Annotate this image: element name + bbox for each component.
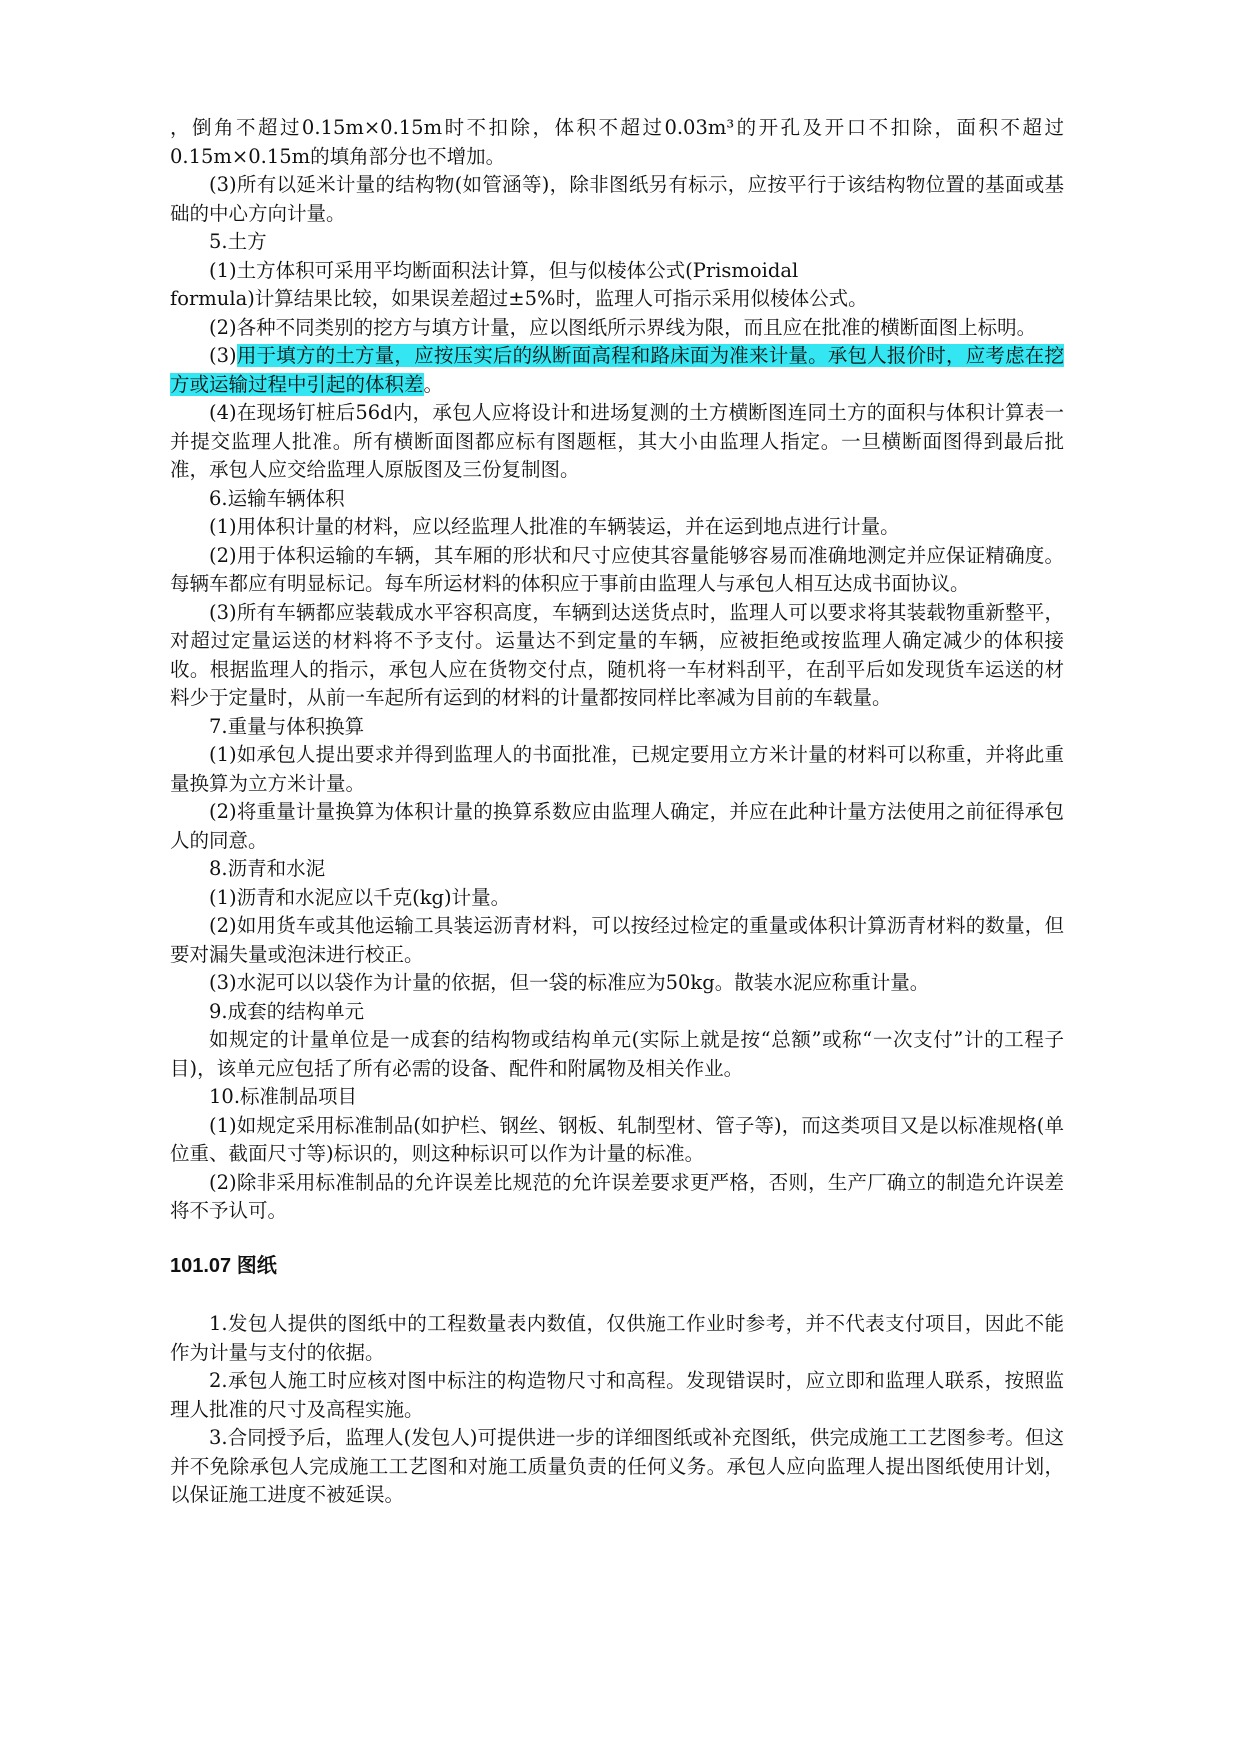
highlight-prefix: (3): [209, 344, 237, 367]
paragraph: (3)所有以延米计量的结构物(如管涵等)，除非图纸另有标示，应按平行于该结构物位置的基面或基础的中心方向计量。: [170, 173, 1064, 225]
paragraph: formula)计算结果比较，如果误差超过±5%时，监理人可指示采用似棱体公式。: [170, 287, 868, 310]
highlight-suffix: 。: [423, 372, 444, 396]
highlighted-paragraph: [170, 342, 1064, 399]
subsection-heading: 10.标准制品项目: [209, 1085, 358, 1108]
document-page: [170, 114, 1064, 1510]
paragraph: (3)所有车辆都应装载成水平容积高度，车辆到达送货点时，监理人可以要求将其装载物重新整平，对超过定量运送的材料将不予支付。运量达不到定量的车辆，应被拒绝或按监理人确定减少的体积接收。根据监理人的指示，承包人应在货物交付点，随机将一车材料刮平，在刮平后如发现货车运送的材料少于定量时，从前一车起所有运到的材料的计量都按同样比率减为目前的车载量。: [170, 600, 1064, 709]
paragraph: (2)如用货车或其他运输工具装运沥青材料，可以按经过检定的重量或体积计算沥青材料的数量，但要对漏失量或泡沫进行校正。: [170, 914, 1064, 966]
subsection-heading: 6.运输车辆体积: [209, 486, 345, 510]
paragraph: (2)用于体积运输的车辆，其车厢的形状和尺寸应使其容量能够容易而准确地测定并应保证精确度。每辆车都应有明显标记。每车所运材料的体积应于事前由监理人与承包人相互达成书面协议。: [170, 543, 1064, 595]
paragraph: (1)土方体积可采用平均断面积法计算，但与似棱体公式(Prismoidal: [209, 258, 799, 282]
paragraph: (2)各种不同类别的挖方与填方计量，应以图纸所示界线为限，而且应在批准的横断面图上标明。: [209, 315, 1037, 339]
paragraph: 3.合同授予后，监理人(发包人)可提供进一步的详细图纸或补充图纸，供完成施工工艺图参考。但这并不免除承包人完成施工工艺图和对施工质量负责的任何义务。承包人应向监理人提出图纸使用计划，以保证施工进度不被延误。: [170, 1426, 1064, 1506]
section-title: 101.07 图纸: [170, 1254, 277, 1277]
paragraph: 1.发包人提供的图纸中的工程数量表内数值，仅供施工作业时参考，并不代表支付项目，因此不能作为计量与支付的依据。: [170, 1312, 1064, 1364]
paragraph: 如规定的计量单位是一成套的结构物或结构单元(实际上就是按“总额”或称“一次支付”计的工程子目)，该单元应包括了所有必需的设备、配件和附属物及相关作业。: [170, 1028, 1064, 1080]
paragraph: (2)将重量计量换算为体积计量的换算系数应由监理人确定，并应在此种计量方法使用之前征得承包人的同意。: [170, 800, 1064, 852]
paragraph: (1)用体积计量的材料，应以经监理人批准的车辆装运，并在运到地点进行计量。: [209, 515, 900, 538]
paragraph: ，倒角不超过0.15m×0.15m时不扣除，体积不超过0.03m³的开孔及开口不扣除，面积不超过0.15m×0.15m的填角部分也不增加。: [170, 116, 1064, 168]
subsection-heading: 9.成套的结构单元: [209, 999, 365, 1023]
paragraph: (2)除非采用标准制品的允许误差比规范的允许误差要求更严格，否则，生产厂确立的制造允许误差将不予认可。: [170, 1170, 1064, 1222]
paragraph: 2.承包人施工时应核对图中标注的构造物尺寸和高程。发现错误时，应立即和监理人联系，按照监理人批准的尺寸及高程实施。: [170, 1369, 1064, 1421]
paragraph: (1)如规定采用标准制品(如护栏、钢丝、钢板、轧制型材、管子等)，而这类项目又是以标准规格(单位重、截面尺寸等)标识的，则这种标识可以作为计量的标准。: [170, 1113, 1064, 1165]
subsection-heading: 5.土方: [209, 230, 267, 253]
paragraph: (1)如承包人提出要求并得到监理人的书面批准，已规定要用立方米计量的材料可以称重，并将此重量换算为立方米计量。: [170, 743, 1064, 795]
highlighted-text: 用于填方的土方量，应按压实后的纵断面高程和路床面为准来计量。承包人报价时，应考虑在挖方或运输过程中引起的体积差: [170, 344, 1064, 396]
subsection-heading: 8.沥青和水泥: [209, 857, 326, 880]
paragraph: (3)水泥可以以袋作为计量的依据，但一袋的标准应为50kg。散装水泥应称重计量。: [209, 971, 930, 994]
subsection-heading: 7.重量与体积换算: [209, 714, 365, 738]
paragraph: (1)沥青和水泥应以千克(kg)计量。: [209, 885, 511, 909]
paragraph: (4)在现场钉桩后56d内，承包人应将设计和进场复测的土方横断图连同土方的面积与体积计算表一并提交监理人批准。所有横断面图都应标有图题框，其大小由监理人指定。一旦横断面图得到最后批准，承包人应交给监理人原版图及三份复制图。: [170, 401, 1064, 481]
